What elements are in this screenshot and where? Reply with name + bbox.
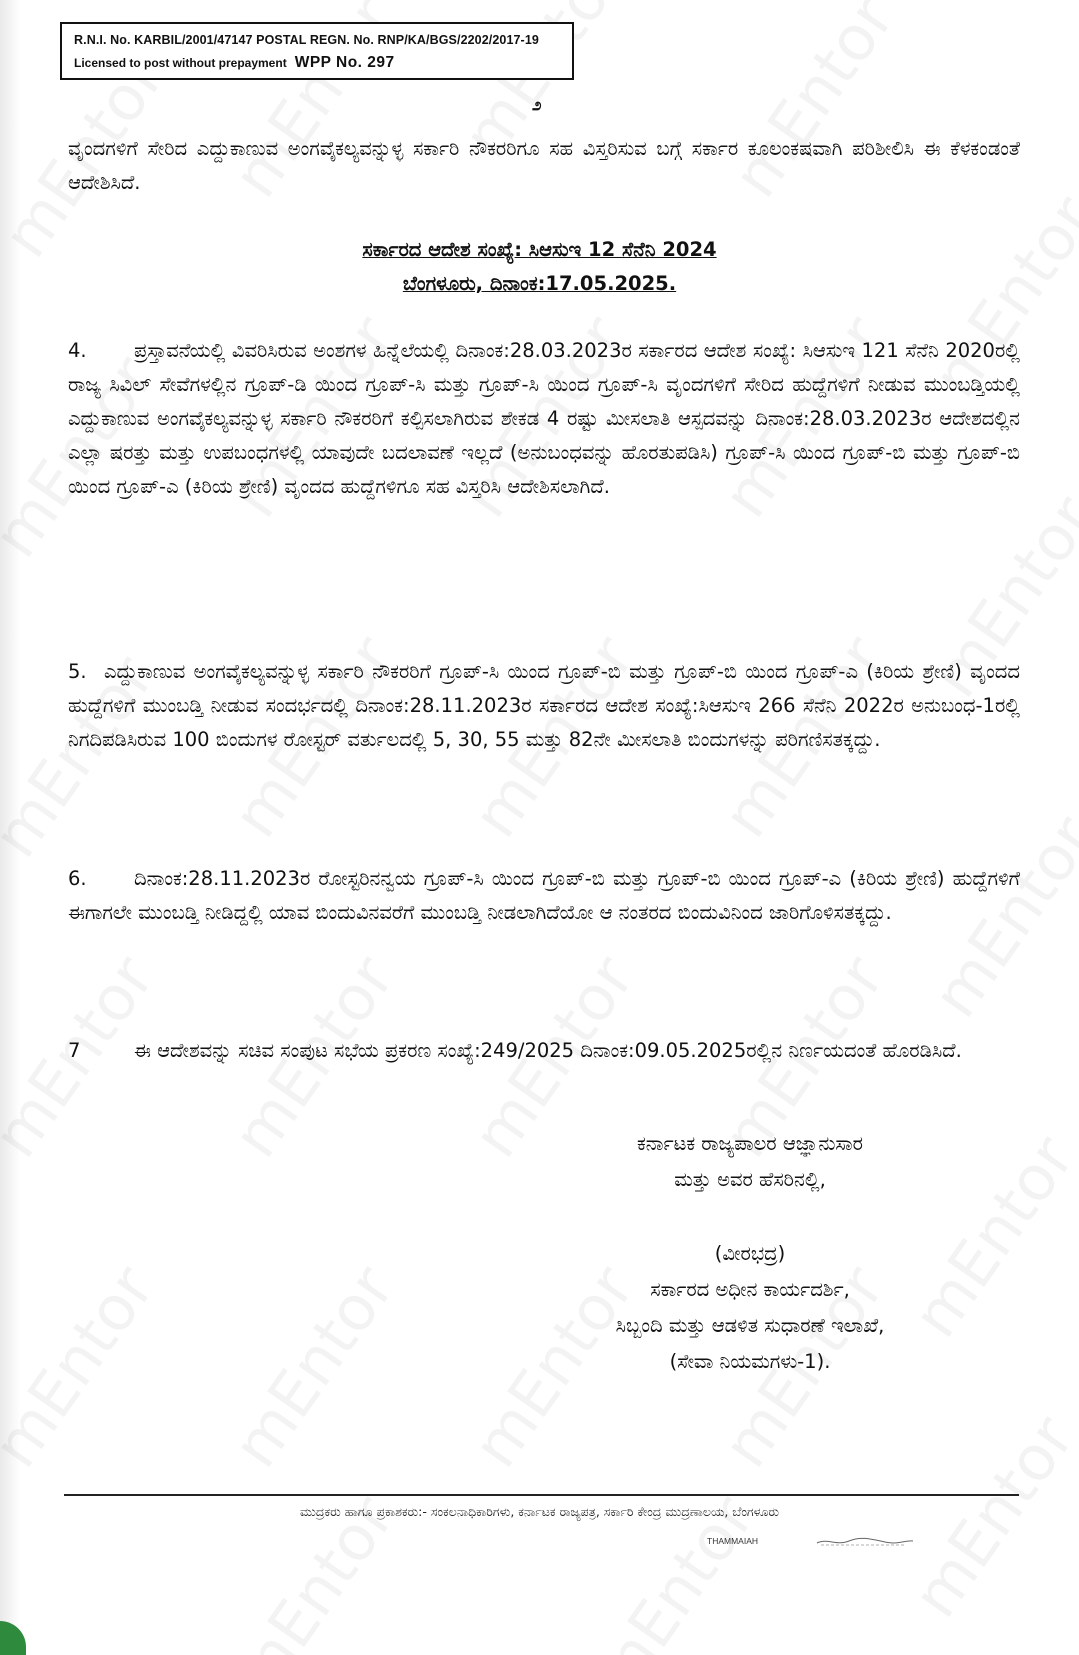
paragraph-number: 7 [68, 1039, 81, 1062]
paragraph-7 [68, 1034, 1020, 1068]
order-date-heading: ಬೆಂಗಳೂರು, ದಿನಾಂಕ:17.05.2025. [402, 272, 677, 295]
signature-authority-block [470, 1126, 1030, 1198]
paragraph-text: ಪ್ರಸ್ತಾವನೆಯಲ್ಲಿ ವಿವರಿಸಿರುವ ಅಂಶಗಳ ಹಿನ್ನೆಲೆಯಲ್ಲಿ ದಿನಾಂಕ:28.03.2023ರ ಸರ್ಕಾರದ ಆದೇಶ ಸಂಖ್ಯೆ: ಸಿಆಸುಇ 121 ಸೆನೆನಿ 2020ರಲ್ಲಿ ರಾಜ್ಯ ಸಿವಿಲ್ ಸೇವೆಗಳಲ್ಲಿನ ಗ್ರೂಪ್-ಡಿ ಯಿಂದ ಗ್ರೂಪ್-ಸಿ ಮತ್ತು ಗ್ರೂಪ್-ಸಿ ಯಿಂದ ಗ್ರೂಪ್-ಸಿ ವೃಂದಗಳಿಗೆ ಸೇರಿದ ಹುದ್ದೆಗಳಿಗೆ ನೀಡುವ ಮುಂಬಡ್ತಿಯಲ್ಲಿ ಎದ್ದುಕಾಣುವ ಅಂಗವೈಕಲ್ಯವನ್ನುಳ್ಳ ಸರ್ಕಾರಿ ನೌಕರರಿಗೆ ಕಲ್ಪಿಸಲಾಗಿರುವ ಶೇಕಡ 4 ರಷ್ಟು ಮೀಸಲಾತಿ ಆಸ್ಪದವನ್ನು ದಿನಾಂಕ:28.03.2023ರ ಆದೇಶದಲ್ಲಿನ ಎಲ್ಲಾ ಷರತ್ತು ಮತ್ತು ಉಪಬಂಧಗಳಲ್ಲಿ ಯಾವುದೇ ಬದಲಾವಣೆ ಇಲ್ಲದೆ (ಅನುಬಂಧವನ್ನು ಹೊರತುಪಡಿಸಿ) ಗ್ರೂಪ್-ಸಿ ಯಿಂದ ಗ್ರೂಪ್-ಬಿ ಮತ್ತು ಗ್ರೂಪ್-ಬಿ ಯಿಂದ ಗ್ರೂಪ್-ಎ (ಕಿರಿಯ ಶ್ರೇಣಿ) ವೃಂದದ ಹುದ್ದೆಗಳಿಗೂ ಸಹ ವಿಸ್ತರಿಸಿ ಆದೇಶಿಸಲಾಗಿದೆ. [68, 339, 1020, 498]
wpp-number: WPP No. 297 [294, 54, 395, 71]
intro-paragraph: ವೃಂದಗಳಿಗೆ ಸೇರಿದ ಎದ್ದುಕಾಣುವ ಅಂಗವೈಕಲ್ಯವನ್ನುಳ್ಳ ಸರ್ಕಾರಿ ನೌಕರರಿಗೂ ಸಹ ವಿಸ್ತರಿಸುವ ಬಗ್ಗೆ ಸರ್ಕಾರ ಕೂಲಂಕಷವಾಗಿ ಪರಿಶೀಲಿಸಿ ಈ ಕೆಳಕಂಡಂತೆ ಆದೇಶಿಸಿದೆ. [68, 137, 1020, 194]
printer-initials-scribble [815, 1534, 915, 1548]
paragraph-text: ದಿನಾಂಕ:28.11.2023ರ ರೋಸ್ಟರಿನನ್ವಯ ಗ್ರೂಪ್-ಸಿ ಯಿಂದ ಗ್ರೂಪ್-ಬಿ ಮತ್ತು ಗ್ರೂಪ್-ಬಿ ಯಿಂದ ಗ್ರೂಪ್-ಎ (ಕಿರಿಯ ಶ್ರೇಣಿ) ಹುದ್ದೆಗಳಿಗೆ ಈಗಾಗಲೇ ಮುಂಬಡ್ತಿ ನೀಡಿದ್ದಲ್ಲಿ ಯಾವ ಬಿಂದುವಿನವರೆಗೆ ಮುಂಬಡ್ತಿ ನೀಡಲಾಗಿದೆಯೋ ಆ ನಂತರದ ಬಿಂದುವಿನಿಂದ ಜಾರಿಗೊಳಿಸತಕ್ಕದ್ದು. [68, 867, 1020, 924]
paragraph-text: ಎದ್ದುಕಾಣುವ ಅಂಗವೈಕಲ್ಯವನ್ನುಳ್ಳ ಸರ್ಕಾರಿ ನೌಕರರಿಗೆ ಗ್ರೂಪ್-ಸಿ ಯಿಂದ ಗ್ರೂಪ್-ಬಿ ಮತ್ತು ಗ್ರೂಪ್-ಬಿ ಯಿಂದ ಗ್ರೂಪ್-ಎ (ಕಿರಿಯ ಶ್ರೇಣಿ) ವೃಂದದ ಹುದ್ದೆಗಳಿಗೆ ಮುಂಬಡ್ತಿ ನೀಡುವ ಸಂದರ್ಭದಲ್ಲಿ ದಿನಾಂಕ:28.11.2023ರ ಸರ್ಕಾರದ ಆದೇಶ ಸಂಖ್ಯೆ:ಸಿಆಸುಇ 266 ಸೆನೆನಿ 2022ರ ಅನುಬಂಧ-1ರಲ್ಲಿ ನಿಗದಿಪಡಿಸಿರುವ 100 ಬಿಂದುಗಳ ರೋಸ್ಟರ್ ವರ್ತುಲದಲ್ಲಿ 5, 30, 55 ಮತ್ತು 82ನೇ ಮೀಸಲಾತಿ ಬಿಂದುಗಳನ್ನು ಪರಿಗಣಿಸತಕ್ಕದ್ದು. [68, 660, 1020, 751]
printer-name: THAMMAIAH [707, 1536, 758, 1546]
paragraph-6 [68, 862, 1020, 930]
registration-box [60, 22, 574, 80]
signature-line-2: ಮತ್ತು ಅವರ ಹೆಸರಿನಲ್ಲಿ, [674, 1168, 826, 1191]
footer-divider [64, 1494, 1019, 1496]
watermark [218, 1253, 408, 1480]
paragraph-text: ಈ ಆದೇಶವನ್ನು ಸಚಿವ ಸಂಪುಟ ಸಭೆಯ ಪ್ರಕರಣ ಸಂಖ್ಯೆ:249/2025 ದಿನಾಂಕ:09.05.2025ರಲ್ಲಿನ ನಿರ್ಣಯದಂತೆ ಹೊರಡಿಸಿದೆ. [134, 1039, 962, 1062]
registration-number: R.N.I. No. KARBIL/2001/47147 POSTAL REGN. No. RNP/KA/BGS/2202/2017-19 [74, 33, 539, 47]
license-text: Licensed to post without prepayment [74, 56, 287, 70]
publisher-line: ಮುದ್ರಕರು ಹಾಗೂ ಪ್ರಕಾಶಕರು:- ಸಂಕಲನಾಧಿಕಾರಿಗಳು, ಕರ್ನಾಟಕ ರಾಜ್ಯಪತ್ರ, ಸರ್ಕಾರಿ ಕೇಂದ್ರ ಮುದ್ರಣಾಲಯ, ಬೆಂಗಳೂರು [300, 1504, 779, 1519]
signatory-designation: ಸರ್ಕಾರದ ಅಧೀನ ಕಾರ್ಯದರ್ಶಿ, [650, 1278, 850, 1301]
paragraph-number: 5. [68, 660, 87, 683]
signatory-section: (ಸೇವಾ ನಿಯಮಗಳು-1). [669, 1350, 831, 1373]
corner-mark [0, 1621, 26, 1655]
watermark [0, 1253, 168, 1480]
signatory-name: (ವೀರಭದ್ರ) [714, 1242, 786, 1265]
paragraph-number: 6. [68, 867, 87, 890]
paragraph-5 [68, 655, 1020, 757]
postal-license [74, 54, 572, 72]
order-number-heading: ಸರ್ಕಾರದ ಆದೇಶ ಸಂಖ್ಯೆ: ಸಿಆಸುಇ 12 ಸೆನೆನಿ 2024 [362, 238, 717, 261]
signature-line-1: ಕರ್ನಾಟಕ ರಾಜ್ಯಪಾಲರ ಆಜ್ಞಾನುಸಾರ [636, 1132, 863, 1155]
signatory-department: ಸಿಬ್ಬಂದಿ ಮತ್ತು ಆಡಳಿತ ಸುಧಾರಣೆ ಇಲಾಖೆ, [615, 1314, 885, 1337]
page-number: ೨ [532, 95, 542, 115]
signatory-block [470, 1236, 1030, 1380]
paragraph-number: 4. [68, 339, 87, 362]
paragraph-4 [68, 334, 1020, 504]
